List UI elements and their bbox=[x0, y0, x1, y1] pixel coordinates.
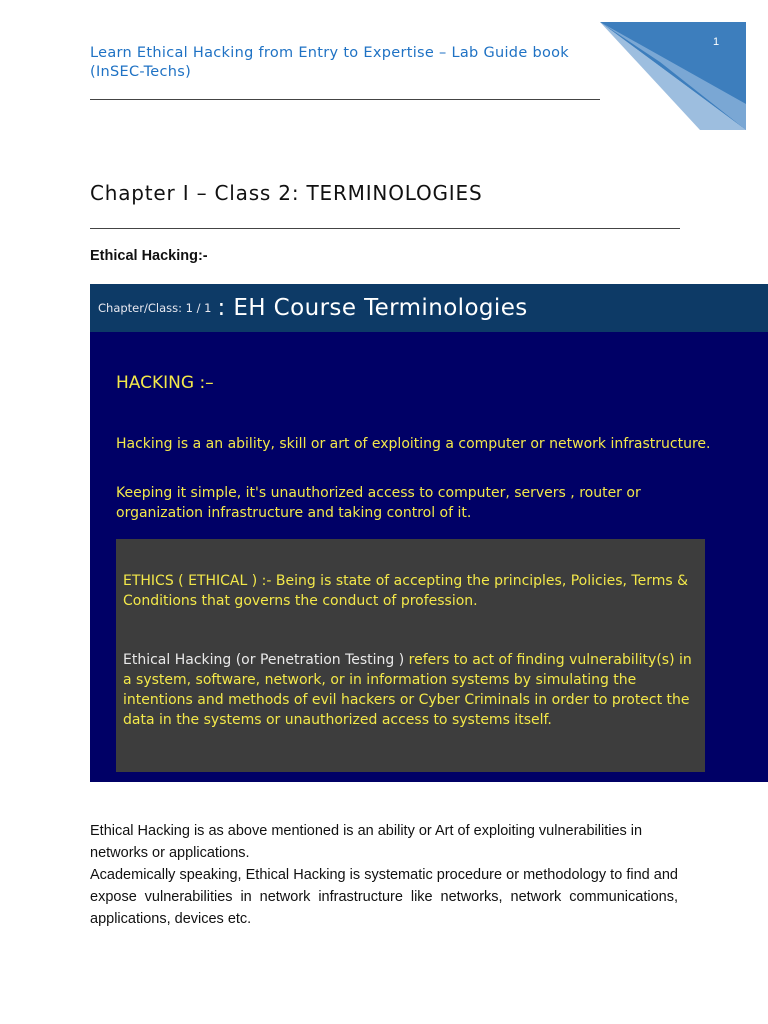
ethics-definition: ETHICS ( ETHICAL ) :- Being is state of accepting the principles, Policies, Terms & Conditions that governs the conduct of profession. bbox=[123, 573, 689, 609]
running-header: Learn Ethical Hacking from Entry to Expertise – Lab Guide book (InSEC-Techs) bbox=[90, 45, 569, 80]
body-paragraph-1: Ethical Hacking is as above mentioned is an ability or Art of exploiting vulnerabilities in networks or applications. bbox=[90, 823, 643, 861]
slide-paragraph-2: Keeping it simple, it's unauthorized access to computer, servers , router or organization infrastructure and taking control of it. bbox=[116, 485, 641, 521]
slide-chapter-class: Chapter/Class: 1 / 1 bbox=[98, 301, 212, 315]
definition-box bbox=[116, 539, 705, 772]
slide-title: : EH Course Terminologies bbox=[217, 295, 528, 321]
ethical-hacking-definition bbox=[123, 650, 699, 730]
section-label: Ethical Hacking:- bbox=[90, 248, 208, 264]
body-paragraph-2: Academically speaking, Ethical Hacking is systematic procedure or methodology to find and expose vulnerabilities in network infrastructure like networks, network communications, applications, devices etc. bbox=[90, 867, 678, 927]
header-divider bbox=[90, 99, 600, 100]
page-number: 1 bbox=[712, 36, 720, 48]
ethical-hacking-definition-text: refers to act of finding vulnerability(s) in a system, software, network, or in information systems by simulating the intentions and methods of evil hackers or Cyber Criminals in order to protect the data in the systems or unauthorized access to systems itself. bbox=[123, 652, 692, 728]
slide-header-bar bbox=[90, 284, 768, 332]
slide-image bbox=[90, 284, 768, 782]
body-text bbox=[90, 820, 678, 930]
chapter-divider bbox=[90, 228, 680, 229]
slide-paragraph-1: Hacking is a an ability, skill or art of exploiting a computer or network infrastructure. bbox=[116, 436, 711, 452]
chapter-title: Chapter I – Class 2: TERMINOLOGIES bbox=[90, 181, 483, 205]
slide-heading: HACKING :– bbox=[116, 373, 214, 393]
ethical-hacking-term: Ethical Hacking (or Penetration Testing ) bbox=[123, 652, 405, 668]
